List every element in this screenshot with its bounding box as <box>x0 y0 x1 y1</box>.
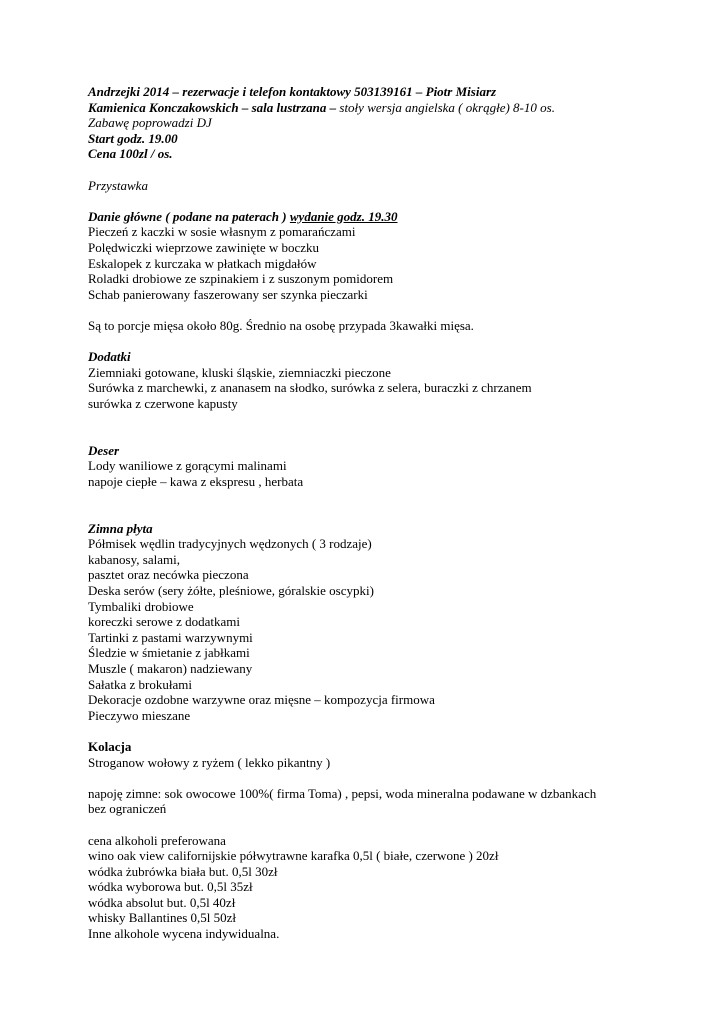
list-item: pasztet oraz necówka pieczona <box>88 567 249 583</box>
header-venue-line <box>88 100 698 116</box>
list-item: napoje ciepłe – kawa z ekspresu , herbata <box>88 473 304 489</box>
list-item: Pieczywo mieszane <box>88 707 191 723</box>
list-item: Deska serów (sery żółte, pleśniowe, góralskie oscypki) <box>88 583 374 598</box>
document-page <box>88 84 698 942</box>
main-course-serve-time: wydanie godz. 19.30 <box>289 208 398 224</box>
list-item: Schab panierowany faszerowany ser szynka pieczarki <box>88 286 368 302</box>
alcohol-line: whisky Ballantines 0,5l 50zł <box>88 910 237 926</box>
header-reservation-line: Andrzejki 2014 – rezerwacje i telefon kontaktowy 503139161 – Piotr Misiarz <box>88 84 497 99</box>
list-item: Eskalopek z kurczaka w płatkach migdałów <box>88 255 317 271</box>
list-item: Pieczeń z kaczki w sosie własnym z pomarańczami <box>88 224 356 240</box>
starter-title: Przystawka <box>88 177 148 193</box>
supper-title: Kolacja <box>88 738 132 754</box>
list-item: Ziemniaki gotowane, kluski śląskie, ziemniaczki pieczone <box>88 364 391 380</box>
list-item: Polędwiczki wieprzowe zawinięte w boczku <box>88 239 320 255</box>
venue-name: Kamienica Konczakowskich – sala lustrzana – <box>88 99 337 115</box>
alcohol-line: Inne alkohole wycena indywidualna. <box>88 926 280 942</box>
header-price: Cena 100zl / os. <box>88 146 173 162</box>
list-item: Tymbaliki drobiowe <box>88 598 194 614</box>
list-item: Stroganow wołowy z ryżem ( lekko pikantny ) <box>88 754 331 770</box>
table-arrangement: stoły wersja angielska ( okrągłe) 8-10 os. <box>336 99 555 115</box>
list-item: Lody waniliowe z gorącymi malinami <box>88 458 287 474</box>
alcohol-line: wódka absolut but. 0,5l 40zł <box>88 894 236 910</box>
main-course-title <box>88 209 698 225</box>
list-item: kabanosy, salami, <box>88 551 180 567</box>
alcohol-line: wódka wyborowa but. 0,5l 35zł <box>88 879 253 895</box>
list-item: Dekoracje ozdobne warzywne oraz mięsne – kompozycja firmowa <box>88 692 435 708</box>
drinks-line: napoję zimne: sok owocowe 100%( firma Toma) , pepsi, woda mineralna podawane w dzbankach <box>88 785 597 801</box>
list-item: Surówka z marchewki, z ananasem na słodko, surówka z selera, buraczki z chrzanem <box>88 380 532 396</box>
main-course-label: Danie główne ( podane na paterach ) <box>88 208 287 224</box>
list-item: Śledzie w śmietanie z jabłkami <box>88 645 250 661</box>
list-item: Tartinki z pastami warzywnymi <box>88 629 253 645</box>
header-dj-line: Zabawę poprowadzi DJ <box>88 115 212 131</box>
alcohol-line: cena alkoholi preferowana <box>88 832 226 848</box>
drinks-line: bez ograniczeń <box>88 801 167 817</box>
dessert-title: Deser <box>88 442 120 458</box>
list-item: surówka z czerwone kapusty <box>88 395 238 411</box>
header-start-time: Start godz. 19.00 <box>88 130 178 146</box>
list-item: Roladki drobiowe ze szpinakiem i z suszonym pomidorem <box>88 271 394 287</box>
cold-buffet-title: Zimna płyta <box>88 520 153 536</box>
list-item: Muszle ( makaron) nadziewany <box>88 660 253 676</box>
list-item: Sałatka z brokułami <box>88 676 192 692</box>
alcohol-line: wódka żubrówka biała but. 0,5l 30zł <box>88 863 278 879</box>
alcohol-line: wino oak view californijskie półwytrawne karafka 0,5l ( białe, czerwone ) 20zł <box>88 848 499 864</box>
list-item: Półmisek wędlin tradycyjnych wędzonych ( 3 rodzaje) <box>88 536 372 552</box>
list-item: koreczki serowe z dodatkami <box>88 614 240 630</box>
portion-note: Są to porcje mięsa około 80g. Średnio na osobę przypada 3kawałki mięsa. <box>88 317 474 333</box>
sides-title: Dodatki <box>88 349 131 365</box>
